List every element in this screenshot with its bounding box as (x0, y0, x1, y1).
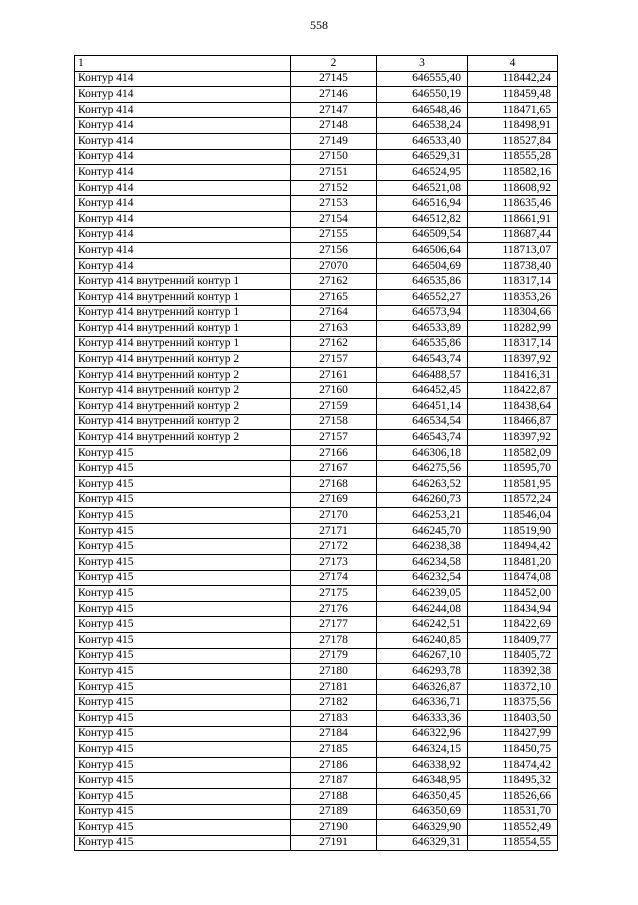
table-row (75, 258, 558, 274)
y-coordinate-cell: 118687,44 (468, 227, 558, 243)
x-coordinate-cell: 646509,54 (377, 227, 468, 243)
point-number-cell: 27172 (291, 539, 377, 555)
table-row (75, 352, 558, 368)
x-coordinate-cell: 646506,64 (377, 243, 468, 259)
x-coordinate-cell: 646245,70 (377, 523, 468, 539)
y-coordinate-cell: 118317,14 (468, 336, 558, 352)
contour-name-cell: Контур 415 (75, 523, 291, 539)
y-coordinate-cell: 118495,32 (468, 773, 558, 789)
table-row (75, 321, 558, 337)
point-number-cell: 27173 (291, 555, 377, 571)
contour-name-cell: Контур 415 (75, 570, 291, 586)
point-number-cell: 27168 (291, 477, 377, 493)
point-number-cell: 27155 (291, 227, 377, 243)
table-row (75, 710, 558, 726)
contour-name-cell: Контур 415 (75, 461, 291, 477)
y-coordinate-cell: 118409,77 (468, 632, 558, 648)
contour-name-cell: Контур 414 внутренний контур 2 (75, 414, 291, 430)
contour-name-cell: Контур 415 (75, 679, 291, 695)
point-number-cell: 27178 (291, 632, 377, 648)
y-coordinate-cell: 118403,50 (468, 710, 558, 726)
x-coordinate-cell: 646329,90 (377, 820, 468, 836)
table-row (75, 461, 558, 477)
table-row (75, 508, 558, 524)
y-coordinate-cell: 118317,14 (468, 274, 558, 290)
x-coordinate-cell: 646512,82 (377, 211, 468, 227)
table-row (75, 414, 558, 430)
x-coordinate-cell: 646516,94 (377, 196, 468, 212)
point-number-cell: 27159 (291, 399, 377, 415)
table-row (75, 305, 558, 321)
x-coordinate-cell: 646306,18 (377, 445, 468, 461)
table-row (75, 742, 558, 758)
contour-name-cell: Контур 415 (75, 710, 291, 726)
table-row (75, 445, 558, 461)
contour-name-cell: Контур 414 (75, 180, 291, 196)
contour-name-cell: Контур 415 (75, 555, 291, 571)
table-row (75, 71, 558, 87)
x-coordinate-cell: 646333,36 (377, 710, 468, 726)
point-number-cell: 27175 (291, 586, 377, 602)
table-row (75, 149, 558, 165)
y-coordinate-cell: 118554,55 (468, 835, 558, 851)
point-number-cell: 27152 (291, 180, 377, 196)
table-row (75, 570, 558, 586)
table-row (75, 211, 558, 227)
point-number-cell: 27185 (291, 742, 377, 758)
y-coordinate-cell: 118434,94 (468, 601, 558, 617)
x-coordinate-cell: 646504,69 (377, 258, 468, 274)
x-coordinate-cell: 646529,31 (377, 149, 468, 165)
point-number-cell: 27170 (291, 508, 377, 524)
point-number-cell: 27149 (291, 133, 377, 149)
y-coordinate-cell: 118498,91 (468, 118, 558, 134)
point-number-cell: 27191 (291, 835, 377, 851)
x-coordinate-cell: 646263,52 (377, 477, 468, 493)
contour-name-cell: Контур 414 (75, 118, 291, 134)
y-coordinate-cell: 118422,87 (468, 383, 558, 399)
point-number-cell: 27156 (291, 243, 377, 259)
contour-name-cell: Контур 414 внутренний контур 1 (75, 289, 291, 305)
contour-name-cell: Контур 414 (75, 71, 291, 87)
x-coordinate-cell: 646534,54 (377, 414, 468, 430)
x-coordinate-cell: 646538,24 (377, 118, 468, 134)
table-row (75, 523, 558, 539)
x-coordinate-cell: 646338,92 (377, 757, 468, 773)
table-row (75, 196, 558, 212)
contour-name-cell: Контур 415 (75, 788, 291, 804)
contour-name-cell: Контур 414 (75, 196, 291, 212)
x-coordinate-cell: 646260,73 (377, 492, 468, 508)
point-number-cell: 27180 (291, 664, 377, 680)
table-row (75, 399, 558, 415)
point-number-cell: 27174 (291, 570, 377, 586)
table-row (75, 617, 558, 633)
table-row (75, 118, 558, 134)
x-coordinate-cell: 646452,45 (377, 383, 468, 399)
x-coordinate-cell: 646329,31 (377, 835, 468, 851)
y-coordinate-cell: 118474,42 (468, 757, 558, 773)
table-row (75, 87, 558, 103)
header-row (75, 56, 558, 72)
y-coordinate-cell: 118397,92 (468, 430, 558, 446)
x-coordinate-cell: 646524,95 (377, 165, 468, 181)
table-row (75, 757, 558, 773)
y-coordinate-cell: 118546,04 (468, 508, 558, 524)
y-coordinate-cell: 118494,42 (468, 539, 558, 555)
table-row (75, 492, 558, 508)
contour-name-cell: Контур 415 (75, 773, 291, 789)
y-coordinate-cell: 118304,66 (468, 305, 558, 321)
table-row (75, 726, 558, 742)
point-number-cell: 27145 (291, 71, 377, 87)
table-body (75, 71, 558, 851)
contour-name-cell: Контур 414 (75, 133, 291, 149)
table-row (75, 664, 558, 680)
y-coordinate-cell: 118635,46 (468, 196, 558, 212)
x-coordinate-cell: 646239,05 (377, 586, 468, 602)
contour-name-cell: Контур 414 внутренний контур 1 (75, 305, 291, 321)
y-coordinate-cell: 118572,24 (468, 492, 558, 508)
point-number-cell: 27183 (291, 710, 377, 726)
y-coordinate-cell: 118452,00 (468, 586, 558, 602)
table-row (75, 788, 558, 804)
point-number-cell: 27182 (291, 695, 377, 711)
x-coordinate-cell: 646555,40 (377, 71, 468, 87)
table-row (75, 430, 558, 446)
contour-name-cell: Контур 415 (75, 539, 291, 555)
table-row (75, 648, 558, 664)
y-coordinate-cell: 118353,26 (468, 289, 558, 305)
table-row (75, 555, 558, 571)
point-number-cell: 27163 (291, 321, 377, 337)
table-row (75, 102, 558, 118)
contour-name-cell: Контур 414 (75, 87, 291, 103)
table-row (75, 601, 558, 617)
contour-name-cell: Контур 414 (75, 165, 291, 181)
table-row (75, 679, 558, 695)
x-coordinate-cell: 646336,71 (377, 695, 468, 711)
x-coordinate-cell: 646322,96 (377, 726, 468, 742)
point-number-cell: 27158 (291, 414, 377, 430)
point-number-cell: 27165 (291, 289, 377, 305)
x-coordinate-cell: 646573,94 (377, 305, 468, 321)
x-coordinate-cell: 646550,19 (377, 87, 468, 103)
point-number-cell: 27179 (291, 648, 377, 664)
x-coordinate-cell: 646521,08 (377, 180, 468, 196)
point-number-cell: 27157 (291, 352, 377, 368)
x-coordinate-cell: 646244,08 (377, 601, 468, 617)
contour-name-cell: Контур 414 внутренний контур 2 (75, 352, 291, 368)
point-number-cell: 27181 (291, 679, 377, 695)
y-coordinate-cell: 118661,91 (468, 211, 558, 227)
y-coordinate-cell: 118372,10 (468, 679, 558, 695)
table-row (75, 336, 558, 352)
x-coordinate-cell: 646451,14 (377, 399, 468, 415)
contour-name-cell: Контур 415 (75, 617, 291, 633)
y-coordinate-cell: 118526,66 (468, 788, 558, 804)
x-coordinate-cell: 646326,87 (377, 679, 468, 695)
x-coordinate-cell: 646543,74 (377, 430, 468, 446)
table-row (75, 180, 558, 196)
contour-name-cell: Контур 415 (75, 632, 291, 648)
contour-name-cell: Контур 415 (75, 695, 291, 711)
y-coordinate-cell: 118738,40 (468, 258, 558, 274)
y-coordinate-cell: 118555,28 (468, 149, 558, 165)
y-coordinate-cell: 118375,56 (468, 695, 558, 711)
y-coordinate-cell: 118442,24 (468, 71, 558, 87)
x-coordinate-cell: 646267,10 (377, 648, 468, 664)
point-number-cell: 27160 (291, 383, 377, 399)
y-coordinate-cell: 118474,08 (468, 570, 558, 586)
x-coordinate-cell: 646232,54 (377, 570, 468, 586)
contour-name-cell: Контур 415 (75, 477, 291, 493)
y-coordinate-cell: 118527,84 (468, 133, 558, 149)
y-coordinate-cell: 118438,64 (468, 399, 558, 415)
point-number-cell: 27148 (291, 118, 377, 134)
contour-name-cell: Контур 414 внутренний контур 1 (75, 274, 291, 290)
contour-name-cell: Контур 414 внутренний контур 2 (75, 383, 291, 399)
x-coordinate-cell: 646348,95 (377, 773, 468, 789)
y-coordinate-cell: 118581,95 (468, 477, 558, 493)
table-row (75, 243, 558, 259)
table-row (75, 367, 558, 383)
table-header (75, 56, 558, 72)
x-coordinate-cell: 646240,85 (377, 632, 468, 648)
y-coordinate-cell: 118466,87 (468, 414, 558, 430)
column-header-4: 4 (468, 56, 558, 72)
point-number-cell: 27162 (291, 336, 377, 352)
y-coordinate-cell: 118397,92 (468, 352, 558, 368)
page-number: 558 (310, 18, 328, 32)
x-coordinate-cell: 646543,74 (377, 352, 468, 368)
table-row (75, 477, 558, 493)
column-header-2: 2 (291, 56, 377, 72)
table-row (75, 274, 558, 290)
y-coordinate-cell: 118450,75 (468, 742, 558, 758)
contour-name-cell: Контур 415 (75, 726, 291, 742)
y-coordinate-cell: 118405,72 (468, 648, 558, 664)
x-coordinate-cell: 646238,38 (377, 539, 468, 555)
contour-name-cell: Контур 414 (75, 227, 291, 243)
table-row (75, 133, 558, 149)
contour-name-cell: Контур 414 внутренний контур 2 (75, 367, 291, 383)
x-coordinate-cell: 646533,89 (377, 321, 468, 337)
point-number-cell: 27190 (291, 820, 377, 836)
contour-name-cell: Контур 415 (75, 664, 291, 680)
y-coordinate-cell: 118608,92 (468, 180, 558, 196)
column-header-3: 3 (377, 56, 468, 72)
x-coordinate-cell: 646488,57 (377, 367, 468, 383)
point-number-cell: 27187 (291, 773, 377, 789)
table-row (75, 586, 558, 602)
point-number-cell: 27070 (291, 258, 377, 274)
x-coordinate-cell: 646533,40 (377, 133, 468, 149)
contour-name-cell: Контур 415 (75, 648, 291, 664)
x-coordinate-cell: 646324,15 (377, 742, 468, 758)
table-row (75, 539, 558, 555)
x-coordinate-cell: 646242,51 (377, 617, 468, 633)
y-coordinate-cell: 118392,38 (468, 664, 558, 680)
y-coordinate-cell: 118416,31 (468, 367, 558, 383)
column-header-1: 1 (75, 56, 291, 72)
table-row (75, 773, 558, 789)
table-row (75, 383, 558, 399)
y-coordinate-cell: 118519,90 (468, 523, 558, 539)
x-coordinate-cell: 646535,86 (377, 274, 468, 290)
contour-name-cell: Контур 414 (75, 258, 291, 274)
table-row (75, 820, 558, 836)
table-row (75, 165, 558, 181)
contour-name-cell: Контур 414 внутренний контур 1 (75, 336, 291, 352)
point-number-cell: 27189 (291, 804, 377, 820)
x-coordinate-cell: 646552,27 (377, 289, 468, 305)
table-row (75, 695, 558, 711)
contour-name-cell: Контур 415 (75, 835, 291, 851)
x-coordinate-cell: 646253,21 (377, 508, 468, 524)
contour-name-cell: Контур 415 (75, 492, 291, 508)
point-number-cell: 27164 (291, 305, 377, 321)
y-coordinate-cell: 118422,69 (468, 617, 558, 633)
x-coordinate-cell: 646350,45 (377, 788, 468, 804)
y-coordinate-cell: 118595,70 (468, 461, 558, 477)
point-number-cell: 27167 (291, 461, 377, 477)
y-coordinate-cell: 118582,16 (468, 165, 558, 181)
point-number-cell: 27153 (291, 196, 377, 212)
table-row (75, 289, 558, 305)
y-coordinate-cell: 118481,20 (468, 555, 558, 571)
point-number-cell: 27146 (291, 87, 377, 103)
x-coordinate-cell: 646548,46 (377, 102, 468, 118)
contour-name-cell: Контур 414 (75, 149, 291, 165)
contour-name-cell: Контур 414 внутренний контур 2 (75, 399, 291, 415)
contour-name-cell: Контур 414 (75, 211, 291, 227)
point-number-cell: 27154 (291, 211, 377, 227)
y-coordinate-cell: 118471,65 (468, 102, 558, 118)
contour-name-cell: Контур 415 (75, 804, 291, 820)
point-number-cell: 27147 (291, 102, 377, 118)
table-row (75, 227, 558, 243)
contour-name-cell: Контур 415 (75, 445, 291, 461)
y-coordinate-cell: 118552,49 (468, 820, 558, 836)
point-number-cell: 27177 (291, 617, 377, 633)
contour-name-cell: Контур 415 (75, 820, 291, 836)
point-number-cell: 27188 (291, 788, 377, 804)
point-number-cell: 27176 (291, 601, 377, 617)
contour-name-cell: Контур 415 (75, 757, 291, 773)
y-coordinate-cell: 118427,99 (468, 726, 558, 742)
point-number-cell: 27161 (291, 367, 377, 383)
point-number-cell: 27184 (291, 726, 377, 742)
point-number-cell: 27171 (291, 523, 377, 539)
contour-name-cell: Контур 414 (75, 102, 291, 118)
point-number-cell: 27157 (291, 430, 377, 446)
table-row (75, 835, 558, 851)
x-coordinate-cell: 646234,58 (377, 555, 468, 571)
table-row (75, 632, 558, 648)
point-number-cell: 27150 (291, 149, 377, 165)
point-number-cell: 27162 (291, 274, 377, 290)
contour-name-cell: Контур 415 (75, 742, 291, 758)
point-number-cell: 27169 (291, 492, 377, 508)
x-coordinate-cell: 646275,56 (377, 461, 468, 477)
table-row (75, 804, 558, 820)
y-coordinate-cell: 118582,09 (468, 445, 558, 461)
coordinates-table-container (74, 55, 558, 851)
coordinates-table (74, 55, 558, 851)
y-coordinate-cell: 118713,07 (468, 243, 558, 259)
x-coordinate-cell: 646293,78 (377, 664, 468, 680)
y-coordinate-cell: 118531,70 (468, 804, 558, 820)
x-coordinate-cell: 646535,86 (377, 336, 468, 352)
contour-name-cell: Контур 415 (75, 586, 291, 602)
contour-name-cell: Контур 414 внутренний контур 1 (75, 321, 291, 337)
y-coordinate-cell: 118282,99 (468, 321, 558, 337)
contour-name-cell: Контур 414 (75, 243, 291, 259)
point-number-cell: 27166 (291, 445, 377, 461)
y-coordinate-cell: 118459,48 (468, 87, 558, 103)
contour-name-cell: Контур 415 (75, 601, 291, 617)
point-number-cell: 27151 (291, 165, 377, 181)
contour-name-cell: Контур 415 (75, 508, 291, 524)
x-coordinate-cell: 646350,69 (377, 804, 468, 820)
contour-name-cell: Контур 414 внутренний контур 2 (75, 430, 291, 446)
point-number-cell: 27186 (291, 757, 377, 773)
